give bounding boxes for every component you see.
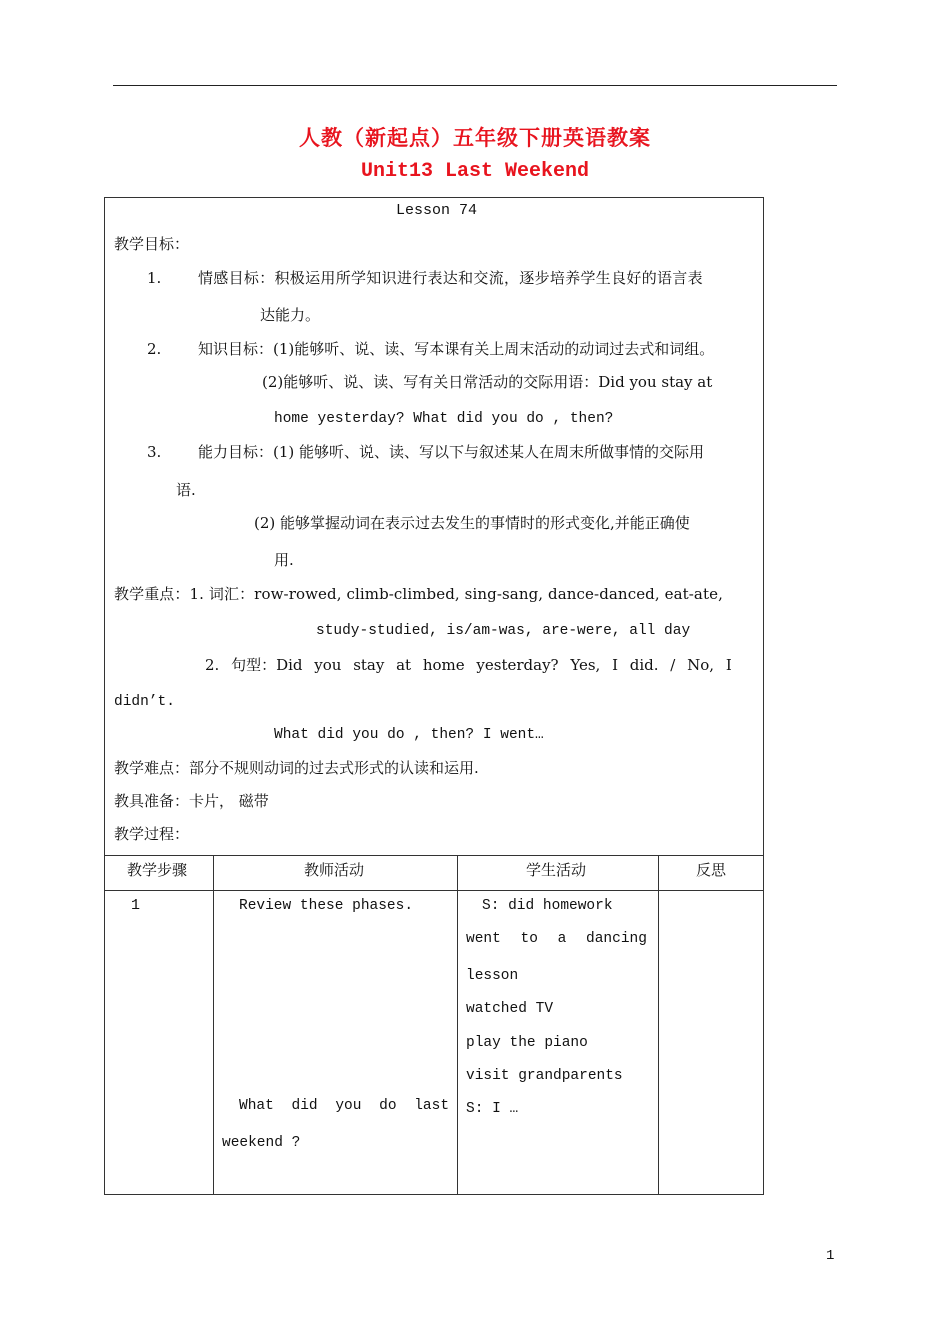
objective-1-number: 1. [147,269,162,287]
objective-3-text-cont: 语. [176,481,196,499]
unit-title: Unit13 Last Weekend [360,160,590,183]
table-column-divider [213,855,214,1195]
student-activity-line: went to a dancing [466,931,647,947]
teacher-activity-review: Review these phases. [239,898,414,914]
objectives-heading: 教学目标： [114,235,190,253]
difficulty-text: 教学难点：部分不规则动词的过去式形式的认读和运用. [114,759,479,777]
objective-3-text: 能力目标：(1) 能够听、说、读、写以下与叙述某人在周末所做事情的交际用 [198,443,705,461]
objective-2-text-cont: (2)能够听、说、读、写有关日常活动的交际用语：Did you stay at [262,373,713,391]
key-points-vocab: 教学重点：1. 词汇：row-rowed, climb-climbed, sing-sang, dance-danced, eat-ate, [114,585,723,603]
student-activity-line: S: did homework [482,898,613,914]
lesson-label: Lesson 74 [396,202,478,219]
student-activity-line: play the piano [466,1035,588,1051]
table-column-divider [658,855,659,1195]
objective-3-number: 3. [147,443,162,461]
objective-2-text: 知识目标：(1)能够听、说、读、写本课有关上周末活动的动词过去式和词组。 [198,340,715,358]
table-header-teacher: 教师活动 [304,861,365,879]
key-points-sentences: 2. 句型：Did you stay at home yesterday? Yes, I did. / No, I [205,656,732,674]
table-top-border [104,855,764,856]
student-activity-line: visit grandparents [466,1068,623,1084]
objective-2-number: 2. [147,340,162,358]
student-activity-line: lesson [466,968,519,984]
page-number: 1 [826,1248,835,1264]
step-number: 1 [131,897,141,914]
student-activity-line: watched TV [466,1001,554,1017]
materials-text: 教具准备：卡片， 磁带 [114,792,269,810]
key-points-sentences-cont: didn’t. [114,694,175,710]
teacher-activity-question-cont: weekend ? [222,1135,301,1151]
table-header-border [104,890,764,891]
key-points-vocab-cont: study-studied, is/am-was, are-were, all day [316,623,691,639]
table-header-student: 学生活动 [526,861,587,879]
table-header-step: 教学步骤 [127,861,188,879]
document-title: 人教（新起点）五年级下册英语教案 [299,126,651,150]
header-rule [113,85,837,86]
objective-1-text-cont: 达能力。 [260,306,321,324]
table-column-divider [457,855,458,1195]
table-header-reflection: 反思 [696,861,727,879]
objective-1-text: 情感目标：积极运用所学知识进行表达和交流，逐步培养学生良好的语言表 [198,269,703,287]
student-activity-line: S: I … [466,1101,519,1117]
objective-2-text-cont2: home yesterday? What did you do , then? [274,411,614,427]
objective-3-text-cont2: (2) 能够掌握动词在表示过去发生的事情时的形式变化,并能正确使 [254,514,690,532]
process-heading: 教学过程： [114,825,190,843]
teacher-activity-question: What did you do last [239,1098,450,1114]
objective-3-text-cont3: 用. [274,551,294,569]
key-points-sentences-cont2: What did you do , then? I went… [274,727,544,743]
